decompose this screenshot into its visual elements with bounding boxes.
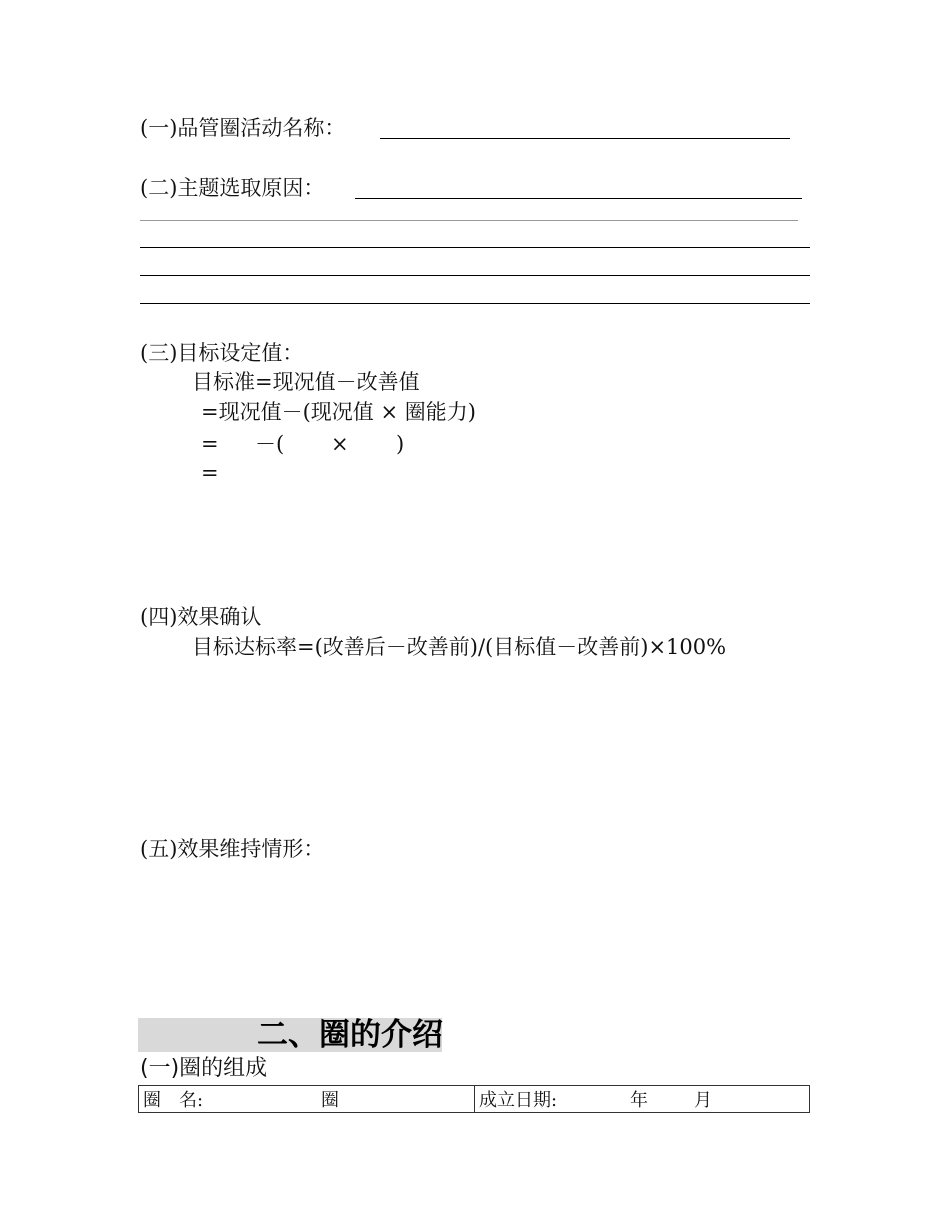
target-setting-label: (三)目标设定值： bbox=[140, 341, 304, 365]
topic-reason-line-2[interactable] bbox=[140, 220, 798, 221]
effect-confirm-label: (四)效果确认 bbox=[140, 605, 262, 629]
circle-name-label: 圈 名: bbox=[143, 1090, 204, 1111]
target-formula-line3-minus: －( bbox=[255, 432, 285, 456]
topic-reason-label: (二)主题选取原因： bbox=[140, 176, 325, 200]
circle-info-table bbox=[138, 1085, 810, 1113]
activity-name-label: (一)品管圈活动名称： bbox=[140, 116, 346, 140]
table-row bbox=[139, 1086, 810, 1113]
target-formula-line3-close: ) bbox=[396, 432, 405, 456]
target-formula-line3-times: × bbox=[331, 432, 349, 456]
circle-name-cell[interactable] bbox=[139, 1086, 475, 1113]
activity-name-input-line[interactable] bbox=[380, 138, 790, 139]
chapter-title: 二、圈的介绍 bbox=[257, 1017, 443, 1053]
topic-reason-line-4[interactable] bbox=[140, 275, 810, 276]
year-label: 年 bbox=[630, 1090, 648, 1111]
established-date-label: 成立日期: bbox=[479, 1090, 558, 1111]
target-formula-line2: =现况值－(现况值 × 圈能力) bbox=[201, 400, 476, 424]
target-formula-line1: 目标准=现况值－改善值 bbox=[192, 370, 420, 394]
target-formula-line4: = bbox=[201, 461, 219, 485]
achievement-rate-formula: 目标达标率=(改善后－改善前)/(目标值－改善前)×100% bbox=[192, 635, 727, 659]
circle-composition-title: (一)圈的组成 bbox=[140, 1056, 268, 1081]
effect-maintenance-label: (五)效果维持情形： bbox=[140, 837, 325, 861]
circle-suffix: 圈 bbox=[321, 1090, 339, 1111]
target-formula-line3-eq: = bbox=[201, 432, 219, 456]
month-label: 月 bbox=[694, 1090, 712, 1111]
established-date-cell[interactable] bbox=[475, 1086, 810, 1113]
topic-reason-line-5[interactable] bbox=[140, 303, 810, 304]
topic-reason-input-line[interactable] bbox=[355, 198, 802, 199]
topic-reason-line-3[interactable] bbox=[140, 247, 810, 248]
